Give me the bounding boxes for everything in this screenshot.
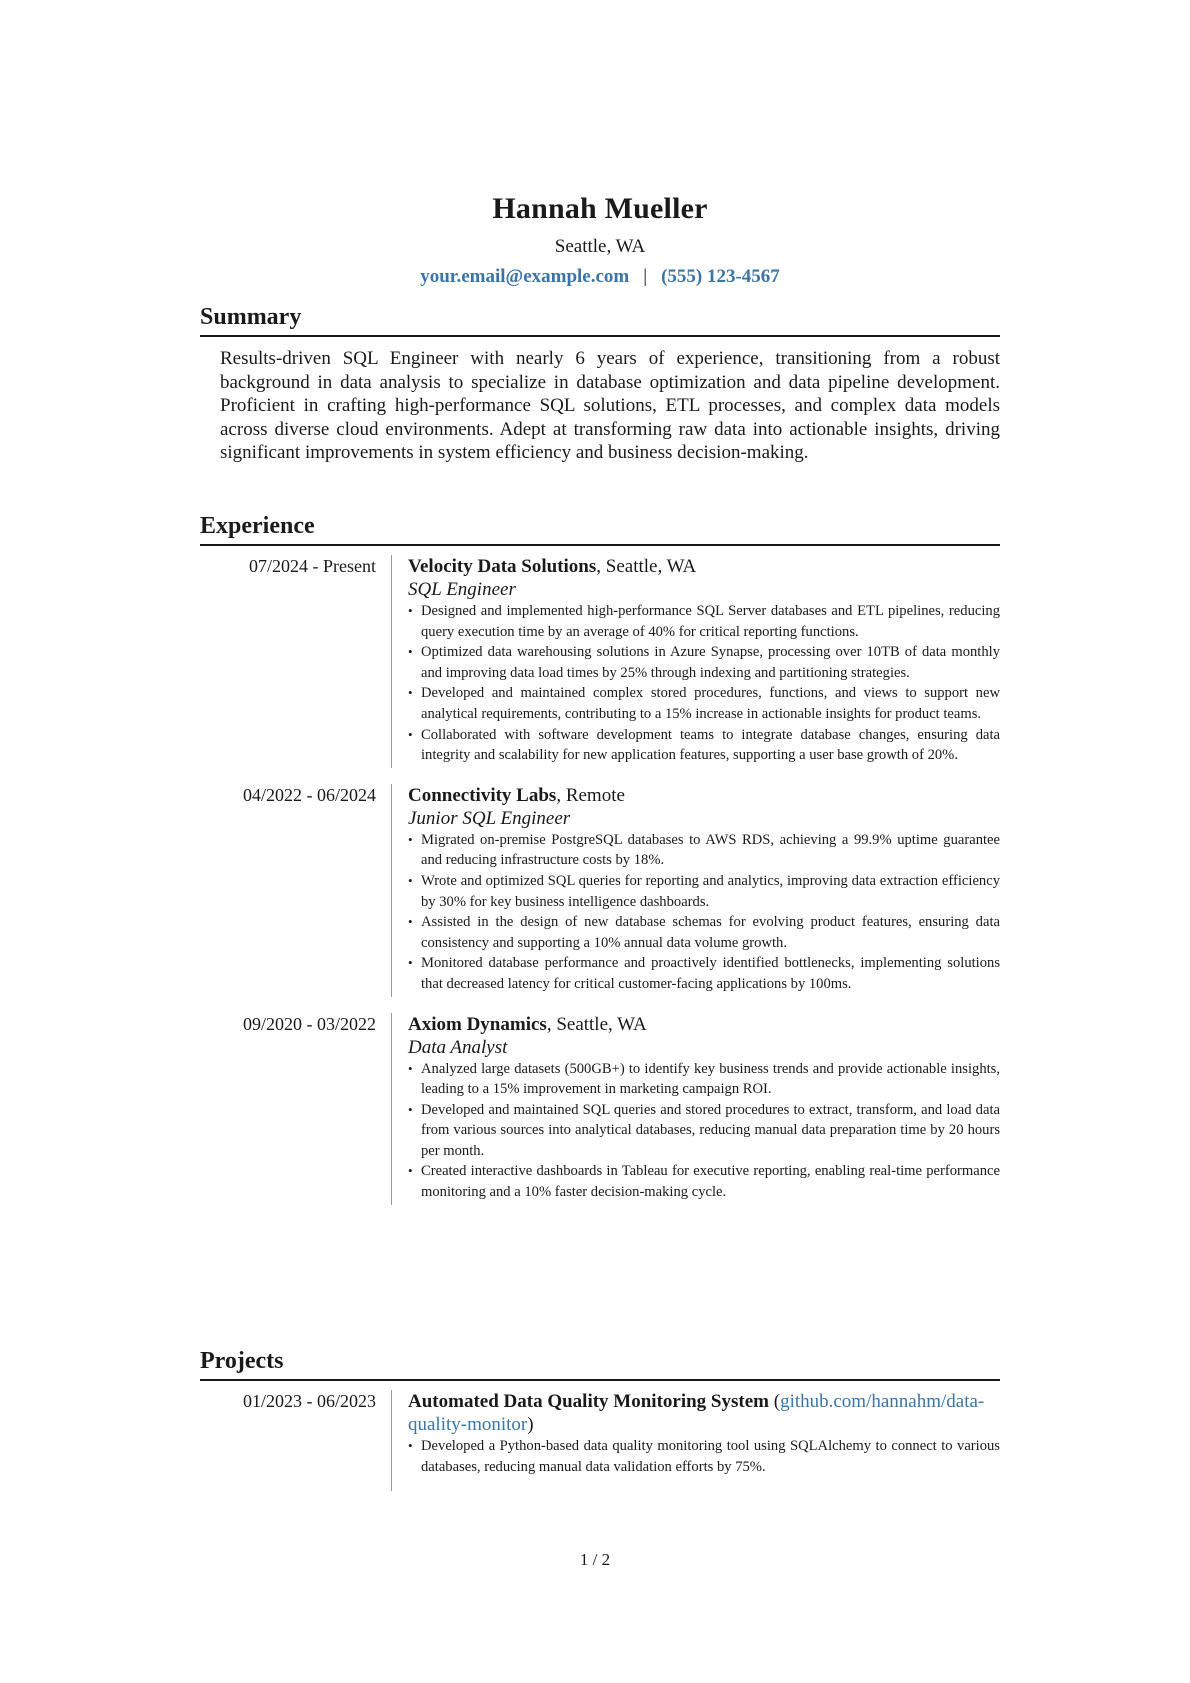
contact-line [200,264,1000,290]
experience-entry [200,1013,1000,1205]
bullet-list [408,1436,1000,1477]
company-name: Connectivity Labs [408,784,557,806]
entry-body [391,555,1000,768]
company-location: , Seattle, WA [546,1013,647,1035]
entry-body [391,1390,1000,1491]
link-paren-close: ) [527,1414,534,1435]
bullet-list [408,830,1000,995]
bullet-item: • Wrote and optimized SQL queries for reporting and analytics, improving data extraction efficiency by 30% for key business intelligence dashboards. [408,871,1000,912]
candidate-name: Hannah Mueller [492,192,708,225]
job-title: Junior SQL Engineer [408,807,571,829]
project-heading [408,1390,1000,1436]
candidate-location: Seattle, WA [554,236,646,257]
experience-section [200,511,1000,1205]
entry-body [391,784,1000,997]
entry-heading [408,784,1000,807]
section-title-experience: Experience [200,511,1000,546]
summary-section [200,302,1000,465]
bullet-item: • Analyzed large datasets (500GB+) to identify key business trends and provide actionable insights, leading to a 15% improvement in marketing campaign ROI. [408,1059,1000,1100]
experience-entry [200,555,1000,768]
entry-heading [408,1013,1000,1036]
company-name: Axiom Dynamics [408,1013,547,1035]
summary-text: Results-driven SQL Engineer with nearly 6 years of experience, transitioning from a robust background in data analysis to specialize in database optimization and data pipeline development. Proficient in crafting high-performance SQL solutions, ETL processes, and complex data models across diverse cloud environments. Adept at transforming raw data into actionable insights, driving significant improvements in system efficiency and business decision-making. [220,348,1000,463]
bullet-item: • Migrated on-premise PostgreSQL databases to AWS RDS, achieving a 99.9% uptime guarantee and reducing infrastructure costs by 18%. [408,830,1000,871]
bullet-item: • Optimized data warehousing solutions in Azure Synapse, processing over 10TB of data monthly and improving data load times by 25% through indexing and partitioning strategies. [408,642,1000,683]
project-link[interactable]: github.com/hannahm/data-quality-monitor [408,1391,985,1435]
phone-link[interactable]: (555) 123-4567 [661,266,780,287]
contact-separator: | [643,266,648,287]
projects-section [200,1346,1000,1491]
section-title-summary: Summary [200,302,1000,337]
project-entry [200,1390,1000,1491]
bullet-item: • Monitored database performance and proactively identified bottlenecks, implementing solutions that decreased latency for critical customer-facing applications by 100ms. [408,953,1000,994]
bullet-item: • Designed and implemented high-performance SQL Server databases and ETL pipelines, reducing query execution time by an average of 40% for critical reporting functions. [408,601,1000,642]
resume-page [200,0,1000,1475]
experience-entry [200,784,1000,997]
entry-date: 04/2022 - 06/2024 [243,784,376,805]
company-location: , Remote [556,784,625,806]
bullet-list [408,601,1000,766]
entry-date: 09/2020 - 03/2022 [243,1013,376,1034]
company-name: Velocity Data Solutions [408,556,597,577]
section-title-projects: Projects [200,1346,1000,1381]
bullet-item: • Developed and maintained SQL queries and stored procedures to extract, transform, and load data from various sources into analytical databases, reducing manual data preparation time by 20 hours per month. [408,1100,1000,1162]
bullet-item: • Collaborated with software development teams to integrate database changes, ensuring data integrity and scalability for new application features, supporting a user base growth of 20%. [408,725,1000,766]
entry-date: 01/2023 - 06/2023 [243,1391,376,1411]
job-title: Data Analyst [408,1036,508,1058]
company-location: , Seattle, WA [596,556,697,577]
bullet-item: • Assisted in the design of new database schemas for evolving product features, ensuring data consistency and supporting a 10% annual data volume growth. [408,912,1000,953]
bullet-item: • Created interactive dashboards in Tableau for executive reporting, enabling real-time performance monitoring and a 10% faster decision-making cycle. [408,1161,1000,1202]
link-paren-open: ( [768,1391,781,1412]
entry-body [391,1013,1000,1205]
bullet-item: • Developed a Python-based data quality monitoring tool using SQLAlchemy to connect to various databases, reducing manual data validation efforts by 75%. [408,1436,1000,1477]
job-title: SQL Engineer [408,579,516,600]
entry-heading [408,555,1000,578]
resume-header [200,0,1000,290]
email-link[interactable]: your.email@example.com [420,266,630,287]
entry-date: 07/2024 - Present [249,556,376,576]
bullet-item: • Developed and maintained complex stored procedures, functions, and views to support new analytical requirements, contributing to a 15% increase in actionable insights for product teams. [408,683,1000,724]
bullet-list [408,1059,1000,1203]
project-name: Automated Data Quality Monitoring System [408,1391,769,1412]
page-number: 1 / 2 [579,1550,611,1569]
